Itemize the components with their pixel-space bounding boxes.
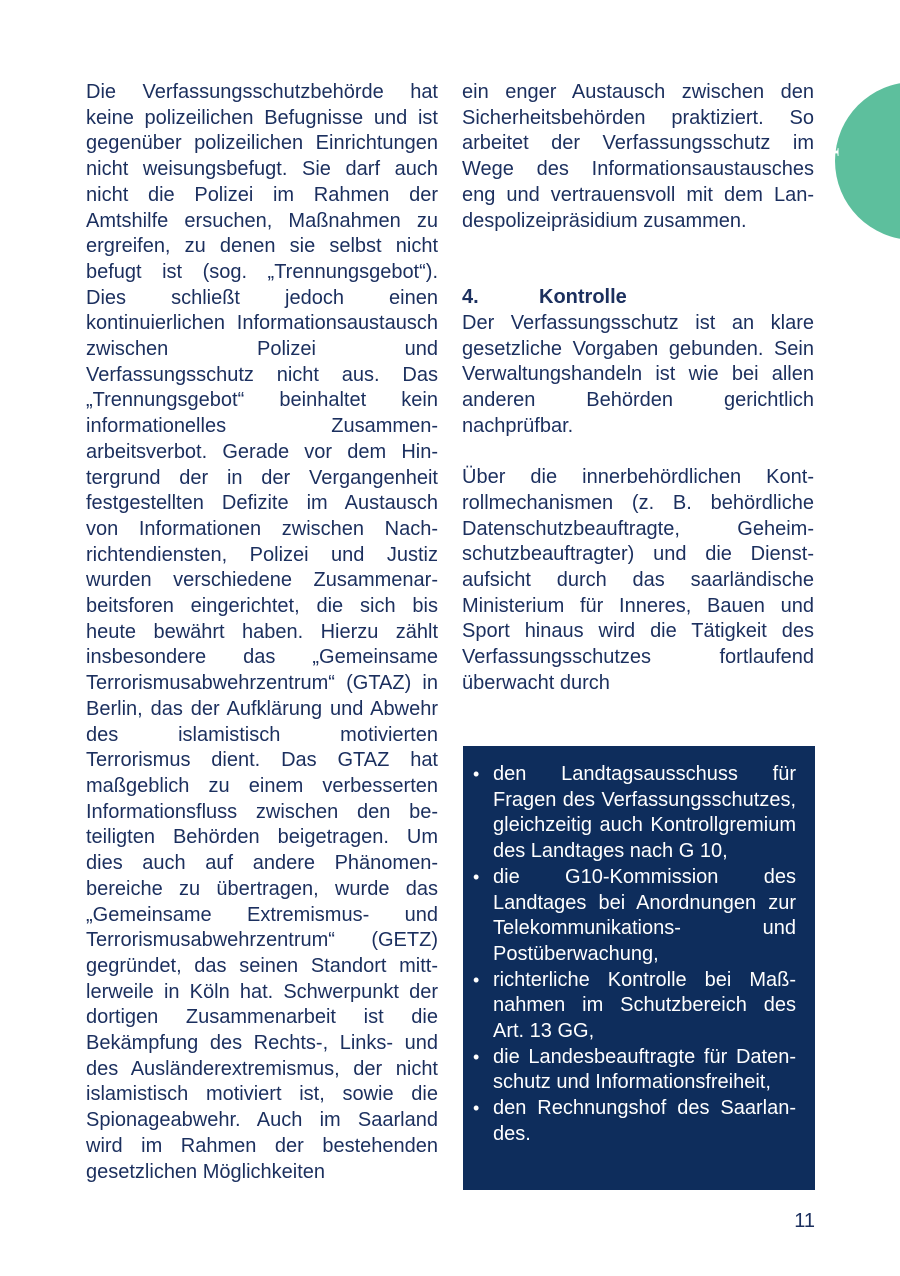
right-column: [462, 80, 814, 696]
left-column: [86, 80, 438, 1185]
control-list-item: • richterliche Kontrolle bei Maßnahmen im Schutzbereich des Art. 13 GG,: [473, 968, 796, 1045]
control-list: [473, 762, 796, 1148]
section-heading: [462, 285, 814, 311]
control-list-item: • den Landtagsausschuss für Fragen des Verfassungsschutzes, gleichzeitig auch Kontrollgremium des Landtages nach G 10,: [473, 762, 796, 865]
page-number: 11: [794, 1210, 815, 1232]
control-list-item: • die G10-Kommission des Landtages bei Anordnungen zur Telekommunikations- und Postüberwachung,: [473, 865, 796, 968]
control-list-item: • die Landesbeauftragte für Datenschutz und Informationsfreiheit,: [473, 1045, 796, 1096]
control-list-item: • den Rechnungshof des Saarlandes.: [473, 1096, 796, 1147]
section-paragraph-1: Der Verfassungsschutz ist an klare gesetzliche Vorgaben gebunden. Sein Verwaltungshandeln ist wie bei allen anderen Behörden gerichtlich nachprüfbar.: [462, 311, 814, 437]
intro-paragraph: ein enger Austausch zwischen den Sicherheitsbehörden praktiziert. So arbeitet der Verfassungsschutz im Wege des Informationsaustausches eng und vertrauensvoll mit dem Landespolizeipräsidium zusammen.: [462, 81, 814, 232]
section-title: Kontrolle: [539, 286, 627, 309]
control-box: [463, 746, 815, 1190]
section-paragraph-2: Über die innerbehördlichen Kontrollmechanismen (z. B. behördliche Datenschutzbeauftragte, Geheimschutzbeauftragter) und die Dienstaufsicht durch das saarländische Ministerium für Inneres, Bauen und Sport hinaus wird die Tätigkeit des Verfassungsschutzes fortlaufend überwacht durch: [462, 466, 814, 694]
chapter-tab-label: I.: [812, 147, 845, 165]
section-number: 4.: [462, 286, 479, 309]
left-column-paragraph: Die Verfassungsschutzbehörde hat keine polizeilichen Befugnisse und ist gegenüber polizeilichen Einrichtungen nicht weisungsbefugt. Sie darf auch nicht die Polizei im Rahmen der Amtshilfe ersuchen, Maßnahmen zu ergreifen, zu denen sie selbst nicht befugt ist (sog. „Trennungsgebot“). Dies schließt jedoch einen kontinuierlichen Informationsaustausch zwischen Polizei und Verfassungsschutz nicht aus. Das „Trennungsgebot“ beinhaltet kein informationelles Zusammenarbeitsverbot. Gerade vor dem Hintergrund der in der Vergangenheit festgestellten Defizite im Austausch von Informationen zwischen Nachrichtendiensten, Polizei und Justiz wurden verschiedene Zusammenarbeitsforen eingerichtet, die sich bis heute bewährt haben. Hierzu zählt insbesondere das „Gemeinsame Terrorismusabwehrzentrum“ (GTAZ) in Berlin, das der Aufklärung und Abwehr des islamistisch motivierten Terrorismus dient. Das GTAZ hat maßgeblich zu einem verbesserten Informationsfluss zwischen den beteiligten Behörden beigetragen. Um dies auch auf andere Phänomenbereiche zu übertragen, wurde das „Gemeinsame Extremismus- und Terrorismusabwehrzentrum“ (GETZ) gegründet, das seinen Standort mittlerweile in Köln hat. Schwerpunkt der dortigen Zusammenarbeit ist die Bekämpfung des Rechts-, Links- und des Ausländerextremismus, der nicht islamistisch motiviert ist, sowie die Spionageabwehr. Auch im Saarland wird im Rahmen der bestehenden gesetzlichen Möglichkeiten: [86, 81, 438, 1183]
